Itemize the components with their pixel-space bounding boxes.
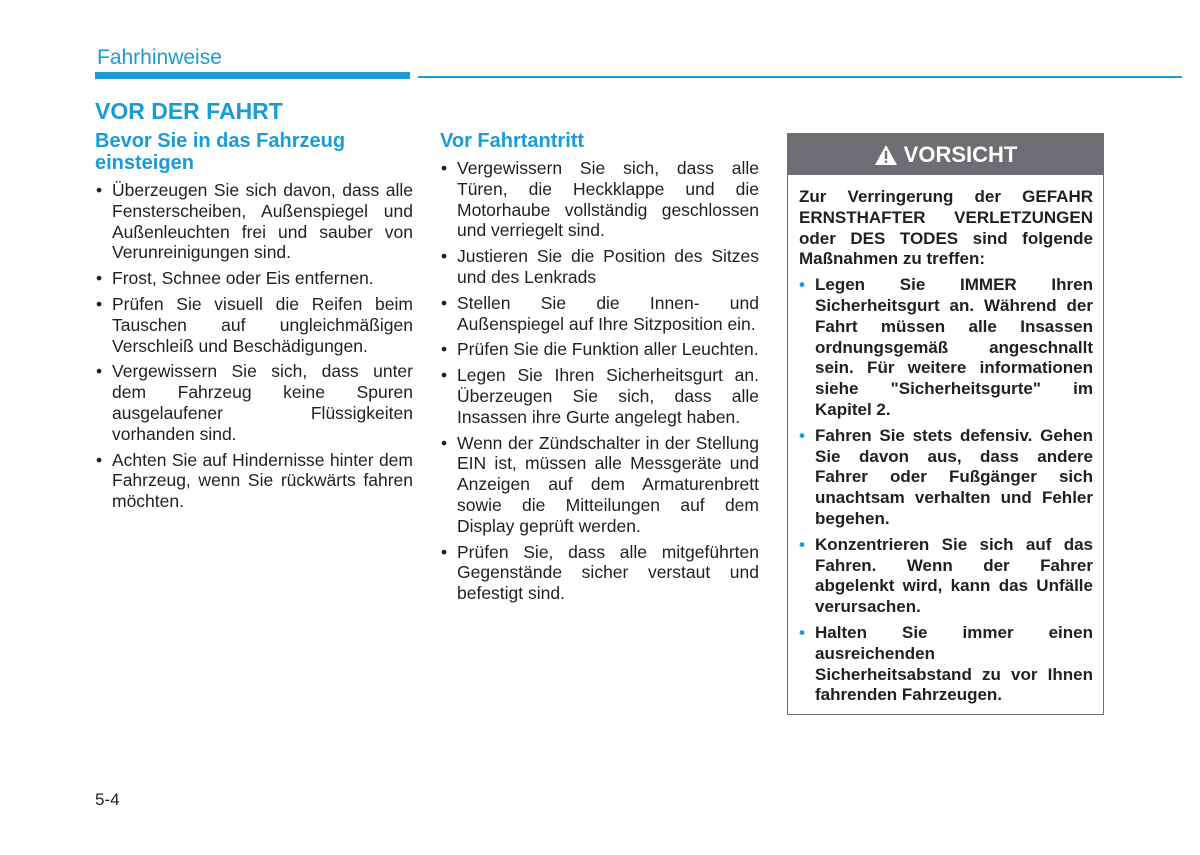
warning-triangle-icon <box>874 144 898 166</box>
caution-item: • Legen Sie IMMER Ihren Sicherheitsgurt an. Während der Fahrt müssen alle Insassen ordnungsgemäß angeschnallt sein. Für weitere informationen siehe "Sicherheitsgurte" im Kapitel 2. <box>799 275 1093 421</box>
column-left <box>95 130 413 517</box>
caution-item: • Fahren Sie stets defensiv. Gehen Sie davon aus, dass andere Fahrer oder Fußgänger sich unachtsam verhalten und Fehler begehen. <box>799 426 1093 530</box>
list-item: • Prüfen Sie, dass alle mitgeführten Gegenstände sicher verstaut und befestigt sind. <box>440 542 759 604</box>
caution-header <box>788 134 1103 175</box>
caution-body <box>788 175 1103 706</box>
header-rule-thin <box>418 76 1182 78</box>
list-item: • Wenn der Zündschalter in der Stellung EIN ist, müssen alle Messgeräte und Anzeigen auf dem Armaturenbrett sowie die Mitteilungen auf dem Display geprüft werden. <box>440 433 759 537</box>
list-item: • Vergewissern Sie sich, dass alle Türen, die Heckklappe und die Motorhaube vollständig geschlossen und verriegelt sind. <box>440 158 759 241</box>
page-number: 5-4 <box>95 790 120 809</box>
column-left-heading: Bevor Sie in das Fahrzeug einsteigen <box>95 130 346 174</box>
caution-box <box>787 133 1104 715</box>
list-item: • Stellen Sie die Innen- und Außenspiegel auf Ihre Sitzposition ein. <box>440 293 759 335</box>
column-middle-list <box>440 158 759 604</box>
list-item: • Prüfen Sie visuell die Reifen beim Tauschen auf ungleichmäßigen Verschleiß und Beschädigungen. <box>95 294 413 356</box>
list-item: • Achten Sie auf Hindernisse hinter dem Fahrzeug, wenn Sie rückwärts fahren möchten. <box>95 450 413 512</box>
list-item: • Justieren Sie die Position des Sitzes und des Lenkrads <box>440 246 759 288</box>
list-item: • Überzeugen Sie sich davon, dass alle Fensterscheiben, Außenspiegel und Außenleuchten frei und sauber von Verunreinigungen sind. <box>95 180 413 263</box>
list-item: • Prüfen Sie die Funktion aller Leuchten. <box>440 339 759 360</box>
list-item: • Legen Sie Ihren Sicherheitsgurt an. Überzeugen Sie sich, dass alle Insassen ihre Gurte angelegt haben. <box>440 365 759 427</box>
column-middle <box>440 130 759 609</box>
caution-item: • Konzentrieren Sie sich auf das Fahren. Wenn der Fahrer abgelenkt wird, kann das Unfälle verursachen. <box>799 535 1093 618</box>
page-title: VOR DER FAHRT <box>95 98 283 124</box>
caution-intro: Zur Verringerung der GEFAHR ERNSTHAFTER VERLETZUNGEN oder DES TODES sind folgende Maßnahmen zu treffen: <box>799 187 1093 269</box>
caution-list <box>799 275 1093 706</box>
column-left-list <box>95 180 413 512</box>
list-item: • Frost, Schnee oder Eis entfernen. <box>95 268 413 289</box>
caution-item: • Halten Sie immer einen ausreichenden Sicherheitsabstand zu vor Ihnen fahrenden Fahrzeugen. <box>799 623 1093 706</box>
caution-title: VORSICHT <box>903 141 1018 167</box>
section-label: Fahrhinweise <box>97 46 222 69</box>
column-middle-heading: Vor Fahrtantritt <box>440 130 585 152</box>
list-item: • Vergewissern Sie sich, dass unter dem Fahrzeug keine Spuren ausgelaufener Flüssigkeiten vorhanden sind. <box>95 361 413 444</box>
header-rule-thick <box>95 72 410 79</box>
